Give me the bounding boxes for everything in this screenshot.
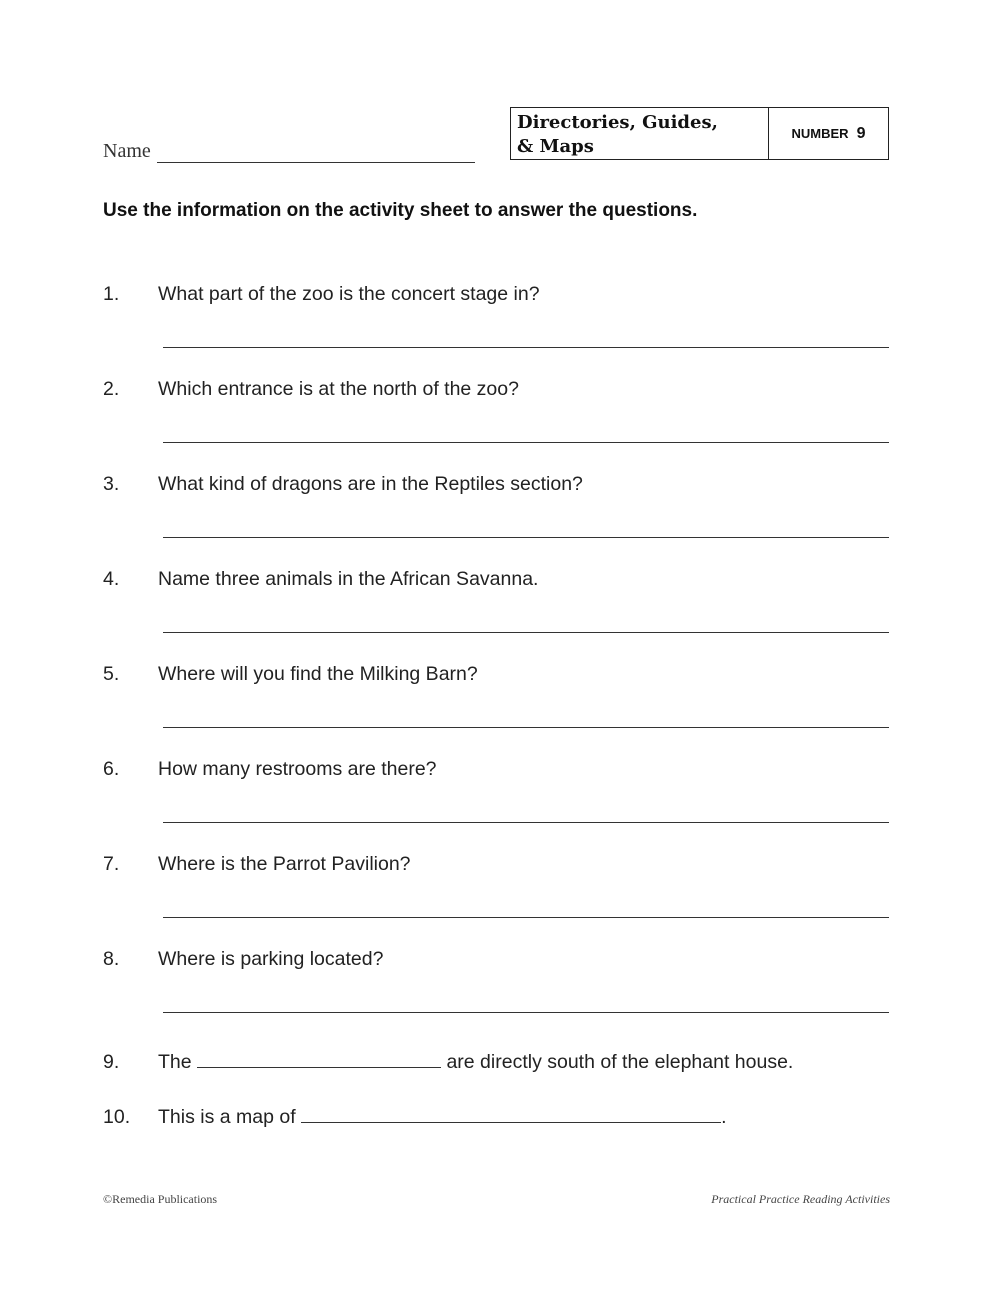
fill-in-before: The <box>158 1051 192 1073</box>
question-number: 2. <box>103 378 120 400</box>
worksheet-title-line1: Directories, Guides, <box>517 112 718 133</box>
answer-line-6[interactable] <box>163 822 889 823</box>
question-number: 8. <box>103 948 120 970</box>
answer-line-3[interactable] <box>163 537 889 538</box>
question-text: Which entrance is at the north of the zoo? <box>158 378 519 400</box>
question-text: What part of the zoo is the concert stage in? <box>158 283 540 305</box>
worksheet-title <box>511 108 769 159</box>
footer-series: Practical Practice Reading Activities <box>711 1192 890 1206</box>
question-text: How many restrooms are there? <box>158 758 437 780</box>
question-text <box>158 1106 726 1129</box>
name-field <box>103 140 475 163</box>
worksheet-title-line2: & Maps <box>517 136 594 157</box>
question-number: 7. <box>103 853 120 875</box>
answer-line-7[interactable] <box>163 917 889 918</box>
number-value: 9 <box>856 124 866 142</box>
question-text: Name three animals in the African Savanna. <box>158 568 539 590</box>
name-input-line[interactable] <box>157 144 475 163</box>
question-number: 3. <box>103 473 120 495</box>
answer-line-1[interactable] <box>163 347 889 348</box>
answer-line-8[interactable] <box>163 1012 889 1013</box>
fill-in-after: . <box>721 1106 727 1128</box>
worksheet-title-box <box>510 107 889 160</box>
answer-line-4[interactable] <box>163 632 889 633</box>
question-text: What kind of dragons are in the Reptiles section? <box>158 473 583 495</box>
question-text: Where will you find the Milking Barn? <box>158 663 478 685</box>
fill-in-after: are directly south of the elephant house. <box>446 1051 794 1073</box>
question-text <box>158 1051 793 1074</box>
question-number: 9. <box>103 1051 120 1073</box>
question-text: Where is the Parrot Pavilion? <box>158 853 411 875</box>
answer-line-2[interactable] <box>163 442 889 443</box>
question-number: 4. <box>103 568 120 590</box>
worksheet-number <box>769 108 888 159</box>
instructions: Use the information on the activity sheet to answer the questions. <box>103 200 698 221</box>
question-number: 10. <box>103 1106 131 1128</box>
number-label: NUMBER <box>791 126 849 141</box>
question-number: 5. <box>103 663 120 685</box>
footer-publisher: ©Remedia Publications <box>103 1192 218 1206</box>
fill-in-before: This is a map of <box>158 1106 296 1128</box>
fill-in-blank-10[interactable] <box>301 1106 721 1123</box>
question-text: Where is parking located? <box>158 948 384 970</box>
fill-in-blank-9[interactable] <box>197 1051 441 1068</box>
question-number: 1. <box>103 283 120 305</box>
question-number: 6. <box>103 758 120 780</box>
answer-line-5[interactable] <box>163 727 889 728</box>
name-label: Name <box>103 140 151 162</box>
